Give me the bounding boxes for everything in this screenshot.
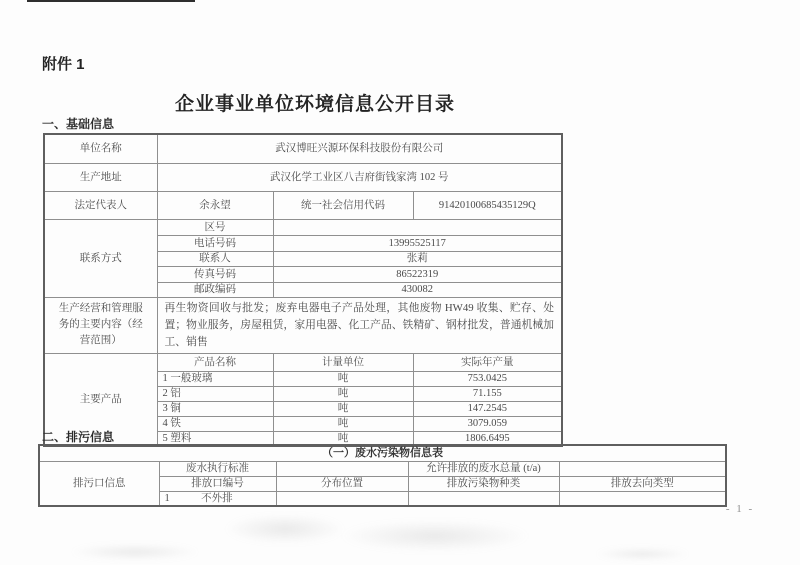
products-label-cell: 主要产品	[44, 353, 157, 446]
legal-rep-label-cell: 法定代表人	[44, 191, 157, 219]
area-code-label-cell: 区号	[157, 219, 273, 235]
table-row	[44, 297, 562, 353]
total-allowed-value-cell	[559, 461, 726, 476]
product-output-header-cell: 实际年产量	[413, 353, 562, 371]
section-heading-basic-info: 一、基础信息	[42, 117, 115, 131]
outlet-entry-cell	[159, 491, 276, 506]
destination-type-header-cell: 排放去向类型	[559, 476, 726, 491]
scan-artifact-line	[27, 0, 195, 2]
product-unit-cell: 吨	[273, 416, 413, 431]
postcode-value-cell: 430082	[273, 282, 562, 297]
product-unit-cell: 吨	[273, 371, 413, 386]
product-name-cell: 3 铜	[157, 401, 273, 416]
phone-value-cell: 13995525117	[273, 235, 562, 251]
table-row	[44, 219, 562, 235]
product-name-cell: 4 铁	[157, 416, 273, 431]
address-label-cell: 生产地址	[44, 163, 157, 191]
standard-label-cell: 废水执行标准	[159, 461, 276, 476]
credit-code-value-cell: 91420100685435129Q	[413, 191, 562, 219]
contact-person-label-cell: 联系人	[157, 251, 273, 266]
fax-value-cell: 86522319	[273, 266, 562, 282]
location-header-cell: 分布位置	[276, 476, 408, 491]
outlet-destination-cell	[559, 491, 726, 506]
table-row	[44, 353, 562, 371]
postcode-label-cell: 邮政编码	[157, 282, 273, 297]
standard-value-cell	[276, 461, 408, 476]
contact-label-cell: 联系方式	[44, 219, 157, 297]
credit-code-label-cell: 统一社会信用代码	[273, 191, 413, 219]
address-value-cell: 武汉化学工业区八吉府街钱家湾 102 号	[157, 163, 562, 191]
scope-label-cell: 生产经营和管理服务的主要内容（经营范围）	[44, 297, 157, 353]
product-unit-cell: 吨	[273, 401, 413, 416]
wastewater-pollutant-table	[38, 444, 727, 507]
product-name-cell: 1 一般玻璃	[157, 371, 273, 386]
scan-smudge	[340, 520, 530, 552]
table-row	[44, 191, 562, 219]
pollutant-type-header-cell: 排放污染物种类	[408, 476, 559, 491]
product-name-cell: 5 塑料	[157, 431, 273, 446]
page-title: 企业事业单位环境信息公开目录	[174, 94, 455, 115]
legal-rep-value-cell: 余永望	[157, 191, 273, 219]
product-unit-cell: 吨	[273, 386, 413, 401]
phone-label-cell: 电话号码	[157, 235, 273, 251]
product-name-header-cell: 产品名称	[157, 353, 273, 371]
product-unit-header-cell: 计量单位	[273, 353, 413, 371]
unit-name-value-cell: 武汉博旺兴源环保科技股份有限公司	[157, 134, 562, 163]
scan-smudge	[595, 548, 690, 560]
scope-text-cell: 再生物资回收与批发；废弃电器电子产品处理，其他废物 HW49 收集、贮存、处置；物业服务，房屋租赁，家用电器、化工产品、铁精矿、钢材批发，普通机械加工、销售	[157, 297, 562, 353]
product-output-cell: 3079.059	[413, 416, 562, 431]
section-heading-discharge-info: 二、排污信息	[42, 430, 115, 444]
product-output-cell: 1806.6495	[413, 431, 562, 446]
contact-person-value-cell: 张莉	[273, 251, 562, 266]
outlet-note: 不外排	[201, 492, 233, 504]
product-unit-cell: 吨	[273, 431, 413, 446]
unit-name-label-cell: 单位名称	[44, 134, 157, 163]
total-allowed-label-cell: 允许排放的废水总量 (t/a)	[408, 461, 559, 476]
table-row	[44, 163, 562, 191]
outlet-location-cell	[276, 491, 408, 506]
outlet-no-header-cell: 排放口编号	[159, 476, 276, 491]
attachment-label: 附件 1	[42, 56, 85, 73]
area-code-value-cell	[273, 219, 562, 235]
product-output-cell: 753.0425	[413, 371, 562, 386]
outlet-info-label-cell: 排污口信息	[39, 461, 159, 506]
outlet-pollutant-cell	[408, 491, 559, 506]
product-output-cell: 71.155	[413, 386, 562, 401]
page-number: - 1 -	[725, 503, 755, 515]
scan-smudge	[70, 544, 200, 560]
basic-info-table	[43, 133, 563, 447]
table-row	[39, 461, 726, 476]
scan-smudge	[225, 514, 345, 544]
outlet-number: 1	[164, 492, 170, 504]
table-row	[44, 134, 562, 163]
wastewater-table-title-cell: （一）废水污染物信息表	[39, 445, 726, 461]
product-output-cell: 147.2545	[413, 401, 562, 416]
fax-label-cell: 传真号码	[157, 266, 273, 282]
table-row	[39, 445, 726, 461]
product-name-cell: 2 铝	[157, 386, 273, 401]
